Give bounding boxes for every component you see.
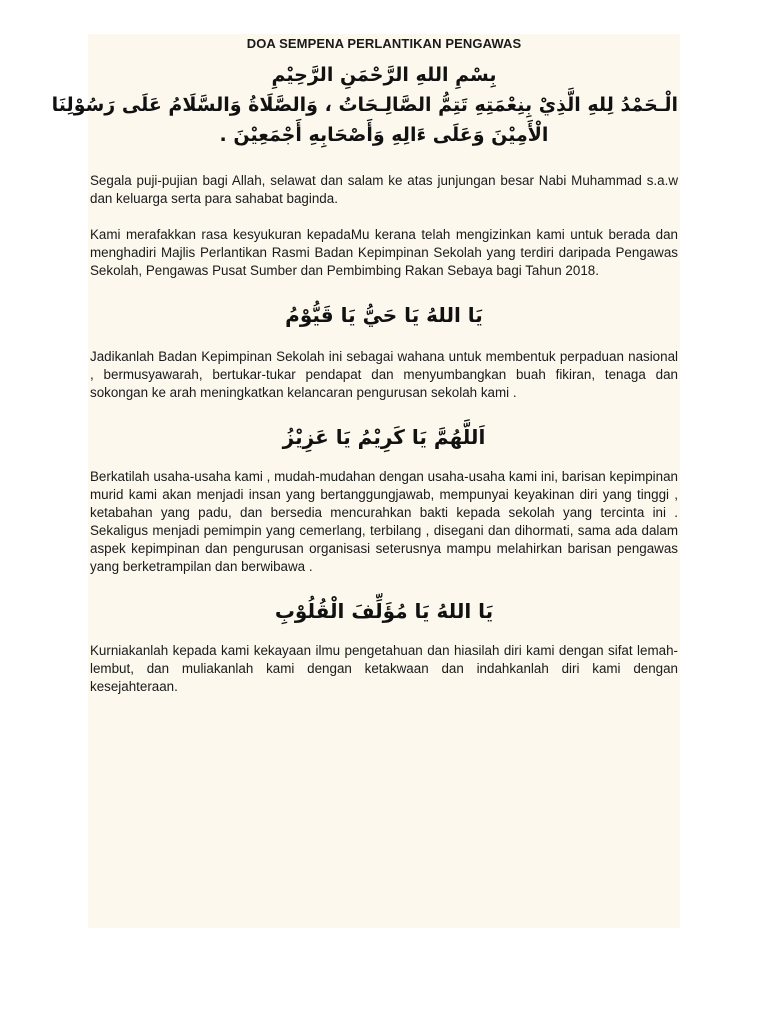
opening-arabic-prayer bbox=[51, 60, 678, 150]
arabic-invocation-2: اَللَّهُمَّ يَا كَرِيْمُ يَا عَزِيْزُ bbox=[282, 425, 486, 449]
paragraph-gratitude: Kami merafakkan rasa kesyukuran kepadaMu kerana telah mengizinkan kami untuk berada dan menghadiri Majlis Perlantikan Rasmi Badan Kepimpinan Sekolah yang terdiri daripada Pengawas Sekolah, Pengawas Pusat Sumber dan Pembimbing Rakan Sebaya bagi Tahun 2018. bbox=[90, 227, 678, 278]
arabic-invocation-1: يَا اللهُ يَا حَيُّ يَا قَيُّوْمُ bbox=[285, 303, 483, 327]
paragraph-knowledge: Kurniakanlah kepada kami kekayaan ilmu pengetahuan dan hiasilah diri kami dengan sifat lemah-lembut, dan muliakanlah kami dengan ketakwaan dan indahkanlah diri kami dengan kesejahteraan. bbox=[90, 643, 678, 694]
document-title: DOA SEMPENA PERLANTIKAN PENGAWAS bbox=[246, 36, 522, 51]
opening-arabic-line-1: بِسْمِ اللهِ الرَّحْمَنِ الرَّحِيْمِ bbox=[271, 64, 497, 86]
paragraph-unity: Jadikanlah Badan Kepimpinan Sekolah ini sebagai wahana untuk membentuk perpaduan nasional , bermusyawarah, bertukar-tukar pendapat dan menyumbangkan buah fikiran, tenaga dan sokongan ke arah meningkatkan kelancaran pengurusan sekolah kami . bbox=[90, 349, 678, 400]
paragraph-blessing: Berkatilah usaha-usaha kami , mudah-mudahan dengan usaha-usaha kami ini, barisan kepimpinan murid kami akan menjadi insan yang bertanggungjawab, mempunyai keyakinan diri yang tinggi , ketabahan yang padu, dan bersedia mencurahkan bakti kepada sekolah yang tercinta ini . Sekaligus menjadi pemimpin yang cemerlang, terbilang , disegani dan dihormati, sama ada dalam aspek kepimpinan dan pengurusan organisasi seterusnya mampu melahirkan barisan pengawas yang berketrampilan dan berwibawa . bbox=[90, 469, 678, 574]
opening-arabic-line-2: الْـحَمْدُ لِلهِ الَّذِيْ بِنِعْمَتِهِ تَتِمُّ الصَّالِـحَاتُ ، وَالصَّلَاةُ وَالسَّلَامُ عَلَى رَسُوْلِنَا bbox=[51, 94, 678, 116]
paragraph-praise: Segala puji-pujian bagi Allah, selawat dan salam ke atas junjungan besar Nabi Muhammad s.a.w dan keluarga serta para sahabat baginda. bbox=[90, 173, 678, 206]
document-page bbox=[51, 34, 680, 928]
arabic-invocation-3: يَا اللهُ يَا مُؤَلِّفَ الْقُلُوْبِ bbox=[274, 599, 494, 623]
opening-arabic-line-3: الْأَمِيْنَ وَعَلَى ءَالِهِ وَأَصْحَابِهِ أَجْمَعِيْنَ . bbox=[219, 124, 549, 146]
